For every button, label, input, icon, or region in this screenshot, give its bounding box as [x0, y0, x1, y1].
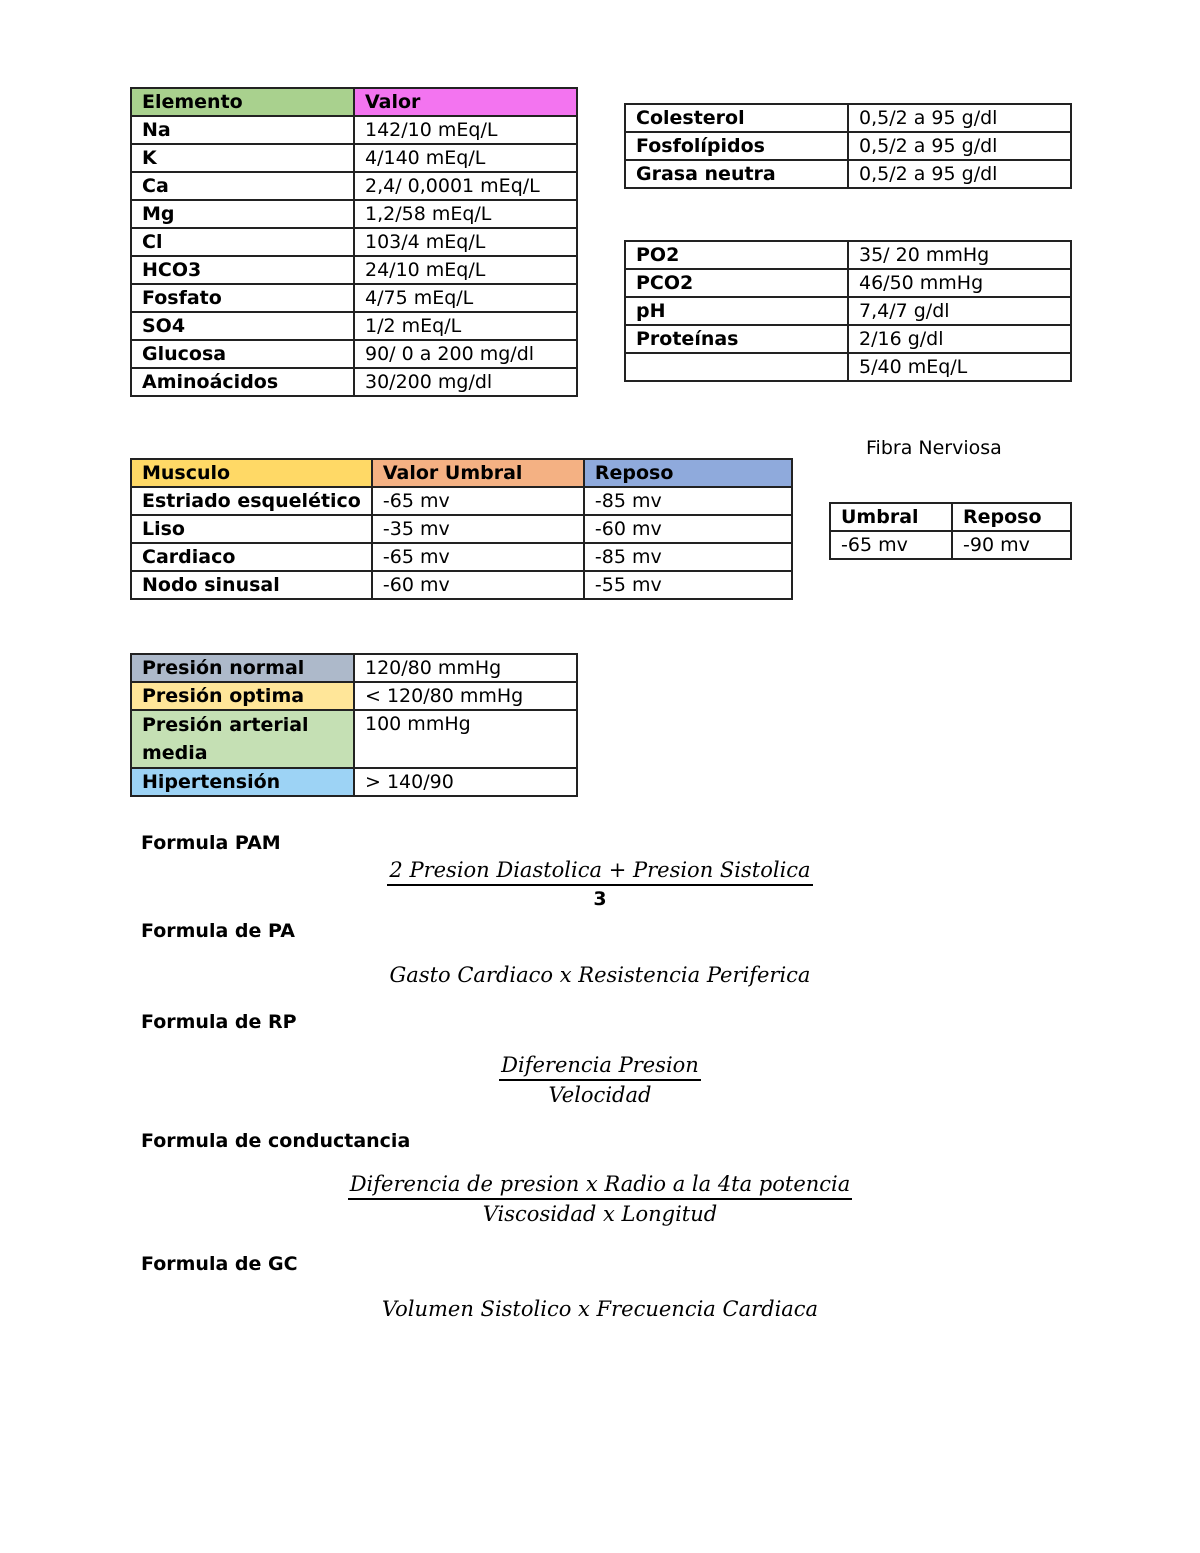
- element-value: 103/4 mEq/L: [354, 228, 577, 256]
- header-umbral: Umbral: [830, 503, 952, 531]
- table-row: [131, 571, 792, 599]
- header-valor: Valor: [354, 88, 577, 116]
- nerve-reposo-value: -90 mv: [952, 531, 1071, 559]
- table-row: [131, 256, 577, 284]
- formula-rp: [0, 1053, 1200, 1107]
- formula-rp-denominator: Velocidad: [548, 1083, 652, 1107]
- table-header-row: [131, 459, 792, 487]
- lipid-value: 0,5/2 a 95 g/dl: [848, 160, 1071, 188]
- element-value: 4/140 mEq/L: [354, 144, 577, 172]
- element-value: 24/10 mEq/L: [354, 256, 577, 284]
- formula-pam-denominator: 3: [593, 888, 607, 910]
- lipids-table: [624, 103, 1072, 189]
- muscle-umbral: -65 mv: [372, 487, 584, 515]
- table-row: [131, 654, 577, 682]
- table-row: [625, 325, 1071, 353]
- nerve-table: [829, 502, 1072, 560]
- element-value: 30/200 mg/dl: [354, 368, 577, 396]
- element-name: Ca: [131, 172, 354, 200]
- table-row: [625, 104, 1071, 132]
- lipid-name: Fosfolípidos: [625, 132, 848, 160]
- element-value: 4/75 mEq/L: [354, 284, 577, 312]
- pressure-name: Presión normal: [131, 654, 354, 682]
- gas-name: Proteínas: [625, 325, 848, 353]
- table-row: [625, 353, 1071, 381]
- table-row: [625, 269, 1071, 297]
- formula-gc-label: Formula de GC: [141, 1253, 298, 1275]
- formula-rp-label: Formula de RP: [141, 1011, 297, 1033]
- formula-pam-label: Formula PAM: [141, 832, 281, 854]
- table-row: [625, 160, 1071, 188]
- formula-gc: Volumen Sistolico x Frecuencia Cardiaca: [381, 1297, 819, 1321]
- table-row: [131, 487, 792, 515]
- formula-pam: [0, 858, 1200, 910]
- table-row: [131, 543, 792, 571]
- gas-value: 46/50 mmHg: [848, 269, 1071, 297]
- formula-conductancia-denominator: Viscosidad x Longitud: [482, 1202, 718, 1226]
- muscle-name: Liso: [131, 515, 372, 543]
- lipid-value: 0,5/2 a 95 g/dl: [848, 104, 1071, 132]
- element-value: 1/2 mEq/L: [354, 312, 577, 340]
- muscle-umbral: -60 mv: [372, 571, 584, 599]
- lipid-name: Grasa neutra: [625, 160, 848, 188]
- muscle-reposo: -55 mv: [584, 571, 792, 599]
- formula-rp-numerator: Diferencia Presion: [499, 1053, 701, 1081]
- table-row: [131, 228, 577, 256]
- element-name: SO4: [131, 312, 354, 340]
- gas-name: pH: [625, 297, 848, 325]
- table-row: [131, 768, 577, 796]
- pressure-name: Hipertensión: [131, 768, 354, 796]
- gas-value: 5/40 mEq/L: [848, 353, 1071, 381]
- gas-value: 2/16 g/dl: [848, 325, 1071, 353]
- table-header-row: [131, 88, 577, 116]
- table-row: [131, 368, 577, 396]
- nerve-umbral-value: -65 mv: [830, 531, 952, 559]
- table-row: [625, 132, 1071, 160]
- formula-conductancia-label: Formula de conductancia: [141, 1130, 411, 1152]
- element-name: Na: [131, 116, 354, 144]
- pressure-value: > 140/90: [354, 768, 577, 796]
- formula-conductancia-numerator: Diferencia de presion x Radio a la 4ta potencia: [348, 1172, 853, 1200]
- header-elemento: Elemento: [131, 88, 354, 116]
- element-value: 142/10 mEq/L: [354, 116, 577, 144]
- element-name: Fosfato: [131, 284, 354, 312]
- muscle-reposo: -60 mv: [584, 515, 792, 543]
- muscle-name: Estriado esquelético: [131, 487, 372, 515]
- pressure-name: Presión optima: [131, 682, 354, 710]
- muscle-umbral: -65 mv: [372, 543, 584, 571]
- gas-value: 7,4/7 g/dl: [848, 297, 1071, 325]
- pressure-value: < 120/80 mmHg: [354, 682, 577, 710]
- table-row: [625, 241, 1071, 269]
- element-value: 90/ 0 a 200 mg/dl: [354, 340, 577, 368]
- formula-pam-numerator: 2 Presion Diastolica + Presion Sistolica: [387, 858, 812, 886]
- muscle-table: [130, 458, 793, 600]
- element-name: HCO3: [131, 256, 354, 284]
- table-row: [131, 144, 577, 172]
- element-name: Cl: [131, 228, 354, 256]
- formula-conductancia: [0, 1172, 1200, 1226]
- gas-name: PCO2: [625, 269, 848, 297]
- gas-name: [625, 353, 848, 381]
- pressure-value: 100 mmHg: [354, 710, 577, 768]
- table-row: [131, 200, 577, 228]
- gas-name: PO2: [625, 241, 848, 269]
- table-row: [625, 297, 1071, 325]
- gas-value: 35/ 20 mmHg: [848, 241, 1071, 269]
- lipid-value: 0,5/2 a 95 g/dl: [848, 132, 1071, 160]
- table-header-row: [830, 503, 1071, 531]
- element-name: K: [131, 144, 354, 172]
- table-row: [131, 172, 577, 200]
- element-name: Glucosa: [131, 340, 354, 368]
- header-reposo: Reposo: [952, 503, 1071, 531]
- pressure-name: Presión arterial media: [131, 710, 354, 768]
- header-valor-umbral: Valor Umbral: [372, 459, 584, 487]
- table-row: [131, 515, 792, 543]
- table-row: [131, 284, 577, 312]
- table-row: [131, 710, 577, 768]
- table-row: [131, 312, 577, 340]
- muscle-reposo: -85 mv: [584, 487, 792, 515]
- muscle-umbral: -35 mv: [372, 515, 584, 543]
- table-row: [131, 340, 577, 368]
- muscle-name: Cardiaco: [131, 543, 372, 571]
- table-row: [131, 116, 577, 144]
- lipid-name: Colesterol: [625, 104, 848, 132]
- pressure-value: 120/80 mmHg: [354, 654, 577, 682]
- table-row: [131, 682, 577, 710]
- header-reposo: Reposo: [584, 459, 792, 487]
- muscle-reposo: -85 mv: [584, 543, 792, 571]
- gases-table: [624, 240, 1072, 382]
- table-row: [830, 531, 1071, 559]
- element-name: Mg: [131, 200, 354, 228]
- formula-pa-label: Formula de PA: [141, 920, 295, 942]
- element-name: Aminoácidos: [131, 368, 354, 396]
- electrolytes-table: [130, 87, 578, 397]
- header-musculo: Musculo: [131, 459, 372, 487]
- formula-pa: Gasto Cardiaco x Resistencia Periferica: [389, 963, 811, 987]
- muscle-name: Nodo sinusal: [131, 571, 372, 599]
- element-value: 1,2/58 mEq/L: [354, 200, 577, 228]
- element-value: 2,4/ 0,0001 mEq/L: [354, 172, 577, 200]
- nerve-title: Fibra Nerviosa: [866, 437, 1002, 459]
- pressure-table: [130, 653, 578, 797]
